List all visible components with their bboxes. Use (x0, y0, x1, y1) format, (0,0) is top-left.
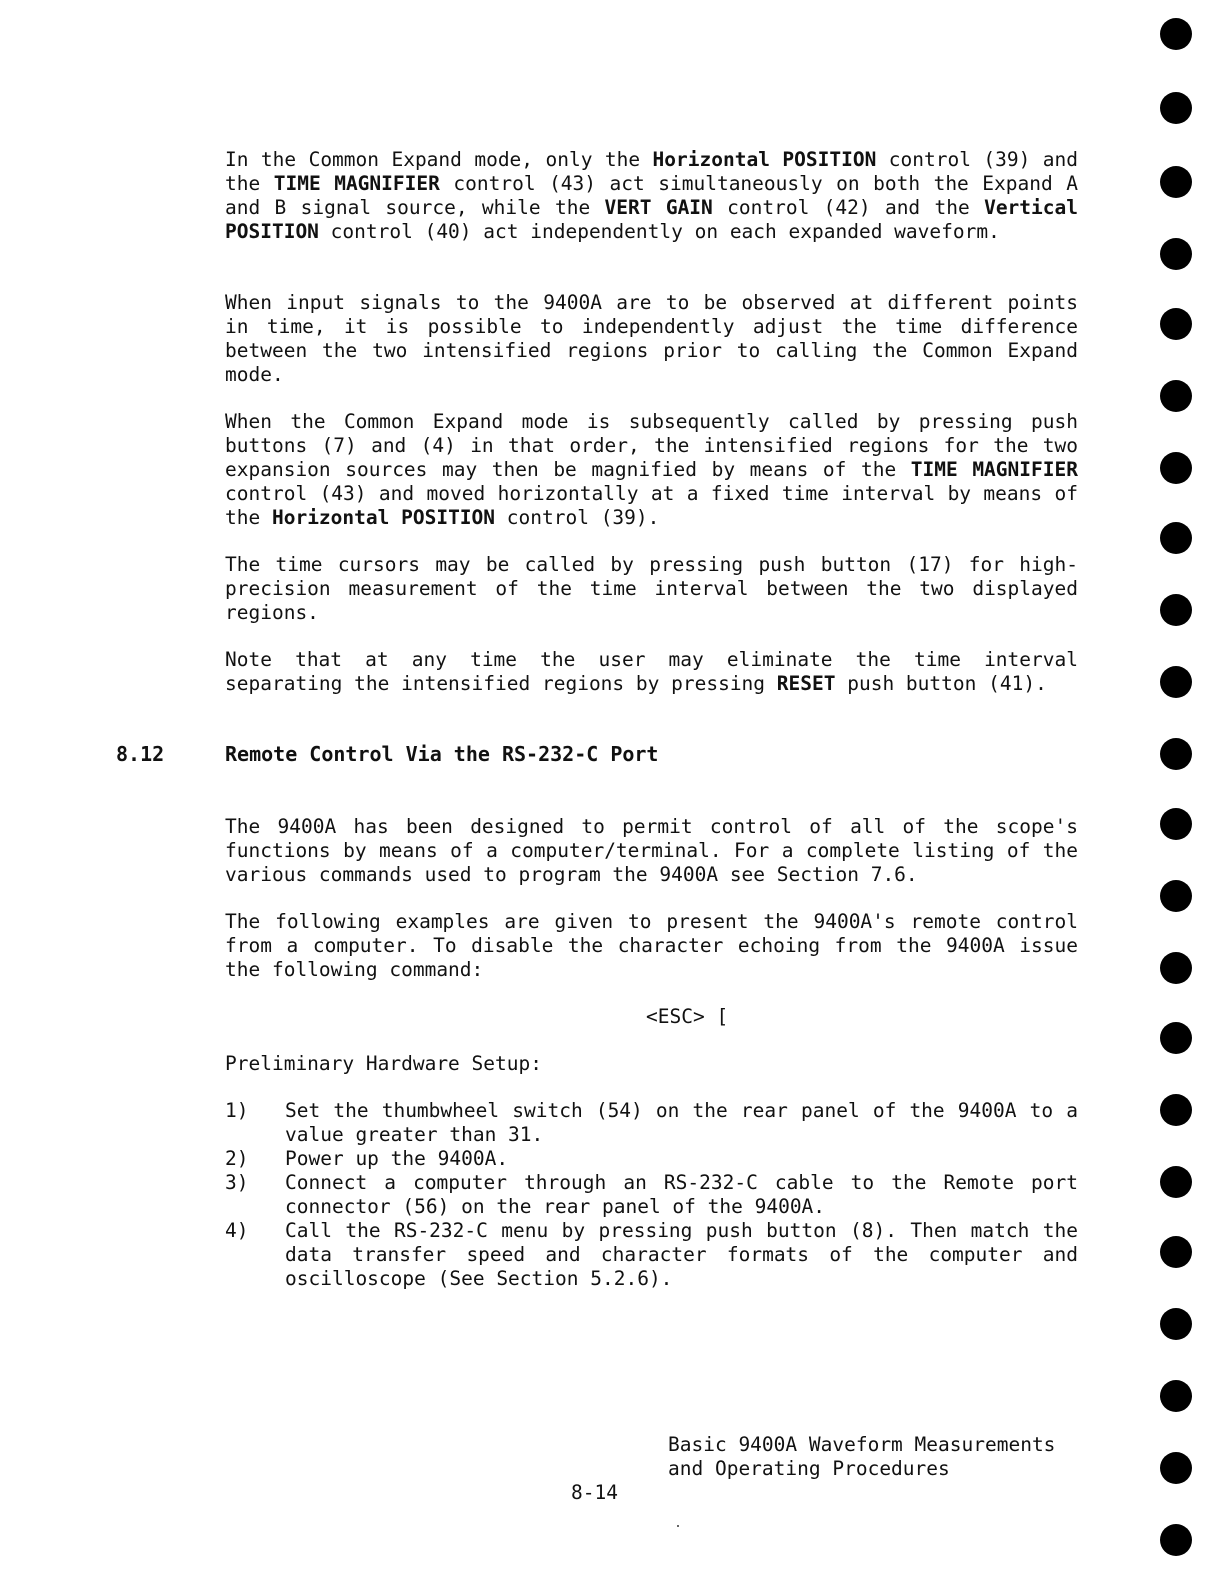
binder-hole-icon (1160, 238, 1192, 270)
setup-steps-list (225, 1099, 1078, 1291)
paragraph-common-expand: In the Common Expand mode, only the Horizontal POSITION control (39) and the TIME MAGNIFIER control (43) act simultaneously on both the Expand A and B signal source, while the VERT GAIN control (42) and the Vertical POSITION control (40) act independently on each expanded waveform. (225, 148, 1078, 243)
paragraph-common-expand-called: When the Common Expand mode is subsequently called by pressing push buttons (7) and (4) in that order, the intensified regions for the two expansion sources may then be magnified by means of the TIME MAGNIFIER control (43) and moved horizontally at a fixed time interval by means of the Horizontal POSITION control (39). (225, 410, 1078, 529)
footer-title-line: and Operating Procedures (668, 1457, 950, 1480)
paragraph-remote-examples: The following examples are given to present the 9400A's remote control from a computer. To disable the character echoing from the 9400A issue the following command: (225, 910, 1078, 981)
step-number: 3) (225, 1171, 249, 1194)
binder-hole-icon (1160, 380, 1192, 412)
binder-hole-icon (1160, 522, 1192, 554)
binder-hole-icon (1160, 1452, 1192, 1484)
section-number: 8.12 (116, 742, 165, 766)
binder-hole-icon (1160, 666, 1192, 698)
binder-hole-icon (1160, 18, 1192, 50)
page-number: 8-14 (571, 1481, 618, 1504)
binder-hole-icon (1160, 308, 1192, 340)
binder-hole-icon (1160, 452, 1192, 484)
binder-hole-icon (1160, 1380, 1192, 1412)
binder-hole-icon (1160, 880, 1192, 912)
binder-hole-icon (1160, 1524, 1192, 1556)
paragraph-reset-note: Note that at any time the user may eliminate the time interval separating the intensified regions by pressing RESET push button (41). (225, 648, 1078, 695)
step-number: 2) (225, 1147, 249, 1170)
list-item (225, 1099, 1078, 1147)
scan-speck (677, 1525, 679, 1527)
paragraph-input-signals: When input signals to the 9400A are to be observed at different points in time, it is possible to independently adjust the time difference between the two intensified regions prior to calling the Common Expand mode. (225, 291, 1078, 386)
step-text: Connect a computer through an RS-232-C cable to the Remote port connector (56) on the rear panel of the 9400A. (285, 1171, 1078, 1218)
binder-hole-icon (1160, 594, 1192, 626)
binder-hole-icon (1160, 808, 1192, 840)
binder-hole-icon (1160, 1236, 1192, 1268)
step-text: Set the thumbwheel switch (54) on the rear panel of the 9400A to a value greater than 31. (285, 1099, 1078, 1146)
step-text: Call the RS-232-C menu by pressing push button (8). Then match the data transfer speed and character formats of the computer and oscilloscope (See Section 5.2.6). (285, 1219, 1078, 1290)
binder-hole-icon (1160, 166, 1192, 198)
step-number: 1) (225, 1099, 249, 1122)
binder-hole-icon (1160, 1022, 1192, 1054)
list-item (225, 1147, 1078, 1171)
binder-hole-icon (1160, 1308, 1192, 1340)
binder-hole-icon (1160, 952, 1192, 984)
section-heading: Remote Control Via the RS-232-C Port (225, 742, 659, 766)
step-number: 4) (225, 1219, 249, 1242)
binder-hole-icon (1160, 738, 1192, 770)
binder-hole-icon (1160, 92, 1192, 124)
footer-chapter-title (668, 1433, 1055, 1481)
binder-holes (1160, 18, 1194, 1568)
list-item (225, 1171, 1078, 1219)
escape-command: <ESC> [ (646, 1005, 729, 1028)
paragraph-time-cursors: The time cursors may be called by pressing push button (17) for high-precision measurement of the time interval between the two displayed regions. (225, 553, 1078, 624)
paragraph-remote-intro: The 9400A has been designed to permit control of all of the scope's functions by means of a computer/terminal. For a complete listing of the various commands used to program the 9400A see Section 7.6. (225, 815, 1078, 886)
setup-heading: Preliminary Hardware Setup: (225, 1052, 542, 1075)
step-text: Power up the 9400A. (285, 1147, 509, 1170)
footer-title-line: Basic 9400A Waveform Measurements (668, 1433, 1056, 1456)
binder-hole-icon (1160, 1166, 1192, 1198)
binder-hole-icon (1160, 1094, 1192, 1126)
list-item (225, 1219, 1078, 1291)
